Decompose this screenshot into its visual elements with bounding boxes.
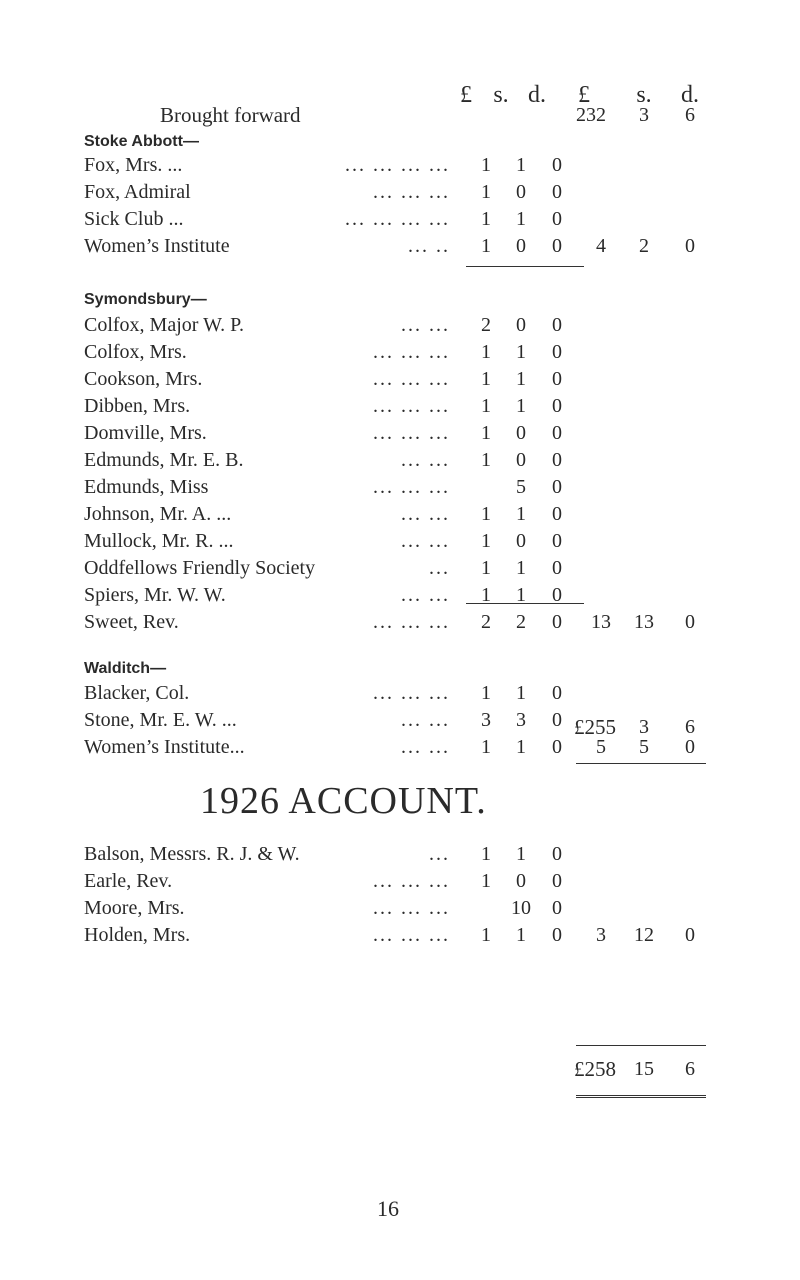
brought-forward-pence: 6: [685, 104, 695, 126]
entry-amount: 1: [481, 154, 491, 176]
entry-amount: 1: [481, 924, 491, 946]
entry-amount: 1: [516, 557, 526, 579]
entry-name: Moore, Mrs.: [84, 897, 185, 919]
entry-name: Blacker, Col.: [84, 682, 190, 704]
leader-dots: ...: [429, 557, 450, 579]
entry-amount: 1: [516, 395, 526, 417]
entry-name: Edmunds, Mr. E. B.: [84, 449, 244, 471]
col-label-total-pounds: £: [578, 82, 590, 108]
account-title: 1926 ACCOUNT.: [200, 780, 487, 822]
entry-amount: 10: [511, 897, 531, 919]
entry-amount: 1: [516, 843, 526, 865]
entry-name: Sick Club ...: [84, 208, 184, 230]
leader-dots: ... ... ...: [373, 422, 450, 444]
entry-amount: 0: [552, 709, 562, 731]
entry-amount: 0: [552, 530, 562, 552]
entry-amount: 0: [552, 897, 562, 919]
entry-name: Domville, Mrs.: [84, 422, 207, 444]
entry-amount: 1: [481, 368, 491, 390]
entry-name: Earle, Rev.: [84, 870, 173, 892]
entry-name: Dibben, Mrs.: [84, 395, 191, 417]
leader-dots: ... ... ...: [373, 368, 450, 390]
col-label-total-shillings: s.: [636, 82, 652, 108]
leader-dots: ... ...: [401, 736, 450, 758]
section-rule: [576, 763, 706, 764]
col-label-pounds: £: [460, 82, 472, 108]
entry-name: Cookson, Mrs.: [84, 368, 203, 390]
entry-amount: 1: [516, 341, 526, 363]
section-total: 5: [596, 736, 606, 758]
col-label-total-pence: d.: [681, 82, 699, 108]
entry-amount: 0: [552, 476, 562, 498]
entry-amount: 1: [481, 503, 491, 525]
section-total: 0: [685, 924, 695, 946]
entry-amount: [466, 475, 506, 499]
entry-amount: 1: [481, 870, 491, 892]
entry-name: Balson, Messrs. R. J. & W.: [84, 843, 300, 865]
entry-amount: 1: [516, 368, 526, 390]
entry-amount: 0: [552, 503, 562, 525]
entry-amount: 0: [552, 924, 562, 946]
leader-dots: ... ... ...: [373, 682, 450, 704]
entry-amount: 0: [552, 235, 562, 257]
entry-amount: 1: [481, 843, 491, 865]
leader-dots: ... ...: [401, 449, 450, 471]
entry-amount: 1: [516, 154, 526, 176]
section-heading: Walditch—: [84, 660, 167, 677]
col-label-pence: d.: [528, 82, 546, 108]
entry-name: Stone, Mr. E. W. ...: [84, 709, 237, 731]
grand-total-pounds: £258: [574, 1057, 616, 1081]
entry-amount: 0: [516, 181, 526, 203]
leader-dots: ... ... ...: [373, 897, 450, 919]
entry-amount: 1: [481, 208, 491, 230]
section-total: 13: [591, 611, 611, 633]
leader-dots: ... ... ...: [373, 870, 450, 892]
leader-dots: ... ..: [408, 235, 450, 257]
leader-dots: ... ... ...: [373, 395, 450, 417]
entry-amount: 1: [516, 208, 526, 230]
section-rule: [466, 266, 584, 267]
page-number: 16: [377, 1196, 399, 1221]
entry-amount: 0: [552, 314, 562, 336]
entry-name: Edmunds, Miss: [84, 476, 209, 498]
entry-name: Fox, Admiral: [84, 181, 191, 203]
entry-name: Sweet, Rev.: [84, 611, 179, 633]
section-heading: Symondsbury—: [84, 291, 207, 308]
entry-amount: 2: [516, 611, 526, 633]
entry-amount: 0: [516, 314, 526, 336]
leader-dots: ... ... ...: [373, 476, 450, 498]
entry-amount: 1: [481, 449, 491, 471]
entry-amount: 1: [481, 557, 491, 579]
entry-name: Spiers, Mr. W. W.: [84, 584, 226, 606]
entry-amount: 1: [481, 682, 491, 704]
brought-forward-shillings: 3: [639, 104, 649, 126]
entry-amount: 0: [516, 235, 526, 257]
entry-amount: 0: [552, 557, 562, 579]
entry-amount: 0: [516, 422, 526, 444]
entry-amount: 1: [481, 235, 491, 257]
leader-dots: ... ... ...: [373, 924, 450, 946]
leader-dots: ... ... ...: [373, 611, 450, 633]
leader-dots: ... ...: [401, 314, 450, 336]
section-rule: [576, 1045, 706, 1046]
entry-name: Women’s Institute: [84, 235, 230, 257]
leader-dots: ... ... ...: [373, 341, 450, 363]
leader-dots: ... ...: [401, 503, 450, 525]
leader-dots: ... ...: [401, 584, 450, 606]
entry-amount: 1: [516, 584, 526, 606]
entry-amount: 2: [481, 314, 491, 336]
entry-amount: 1: [516, 503, 526, 525]
entry-amount: 0: [552, 682, 562, 704]
entry-amount: 0: [552, 449, 562, 471]
entry-amount: 3: [516, 709, 526, 731]
entry-amount: 0: [552, 611, 562, 633]
brought-forward-pounds: 232: [576, 104, 606, 126]
entry-name: Johnson, Mr. A. ...: [84, 503, 232, 525]
brought-forward-label: Brought forward: [160, 103, 301, 127]
entry-amount: 0: [516, 870, 526, 892]
entry-amount: 1: [481, 736, 491, 758]
leader-dots: ...: [429, 843, 450, 865]
entry-name: Mullock, Mr. R. ...: [84, 530, 234, 552]
entry-amount: 1: [481, 181, 491, 203]
entry-amount: 3: [481, 709, 491, 731]
subtotal-pounds: £255: [574, 715, 616, 739]
entry-amount: 1: [481, 395, 491, 417]
section-total: 0: [685, 736, 695, 758]
entry-name: Colfox, Major W. P.: [84, 314, 245, 336]
section-total: 2: [639, 235, 649, 257]
entry-amount: 0: [552, 181, 562, 203]
grand-total-rule: [576, 1095, 706, 1101]
section-rule: [466, 603, 584, 604]
entry-amount: 0: [516, 449, 526, 471]
entry-name: Women’s Institute...: [84, 736, 245, 758]
entry-amount: 1: [481, 341, 491, 363]
section-total: 5: [639, 736, 649, 758]
entry-amount: 0: [552, 870, 562, 892]
leader-dots: ... ... ... ...: [345, 208, 450, 230]
entry-amount: 1: [516, 736, 526, 758]
leader-dots: ... ... ... ...: [345, 154, 450, 176]
entry-amount: 0: [552, 843, 562, 865]
entry-amount: [466, 896, 506, 920]
subtotal-pence: 6: [685, 716, 695, 738]
entry-amount: 1: [481, 530, 491, 552]
col-label-shillings: s.: [493, 82, 509, 108]
entry-name: Fox, Mrs. ...: [84, 154, 183, 176]
grand-total-pence: 6: [685, 1058, 695, 1080]
leader-dots: ... ...: [401, 530, 450, 552]
leader-dots: ... ... ...: [373, 181, 450, 203]
subtotal-shillings: 3: [639, 716, 649, 738]
entry-amount: 0: [552, 368, 562, 390]
entry-name: Holden, Mrs.: [84, 924, 191, 946]
entry-name: Colfox, Mrs.: [84, 341, 187, 363]
section-total: 13: [634, 611, 654, 633]
section-total: 4: [596, 235, 606, 257]
section-total: 12: [634, 924, 654, 946]
entry-amount: 0: [552, 736, 562, 758]
entry-amount: 0: [552, 341, 562, 363]
entry-amount: 1: [481, 422, 491, 444]
section-total: 0: [685, 235, 695, 257]
section-total: 3: [596, 924, 606, 946]
section-heading: Stoke Abbott—: [84, 133, 199, 150]
grand-total-shillings: 15: [634, 1058, 654, 1080]
entry-amount: 0: [552, 154, 562, 176]
section-total: 0: [685, 611, 695, 633]
entry-amount: 5: [516, 476, 526, 498]
entry-amount: 0: [516, 530, 526, 552]
entry-amount: 1: [516, 682, 526, 704]
leader-dots: ... ...: [401, 709, 450, 731]
entry-amount: 2: [481, 611, 491, 633]
entry-amount: 0: [552, 584, 562, 606]
entry-amount: 0: [552, 422, 562, 444]
entry-amount: 0: [552, 395, 562, 417]
entry-amount: 0: [552, 208, 562, 230]
entry-name: Oddfellows Friendly Society: [84, 557, 316, 579]
entry-amount: 1: [481, 584, 491, 606]
entry-amount: 1: [516, 924, 526, 946]
